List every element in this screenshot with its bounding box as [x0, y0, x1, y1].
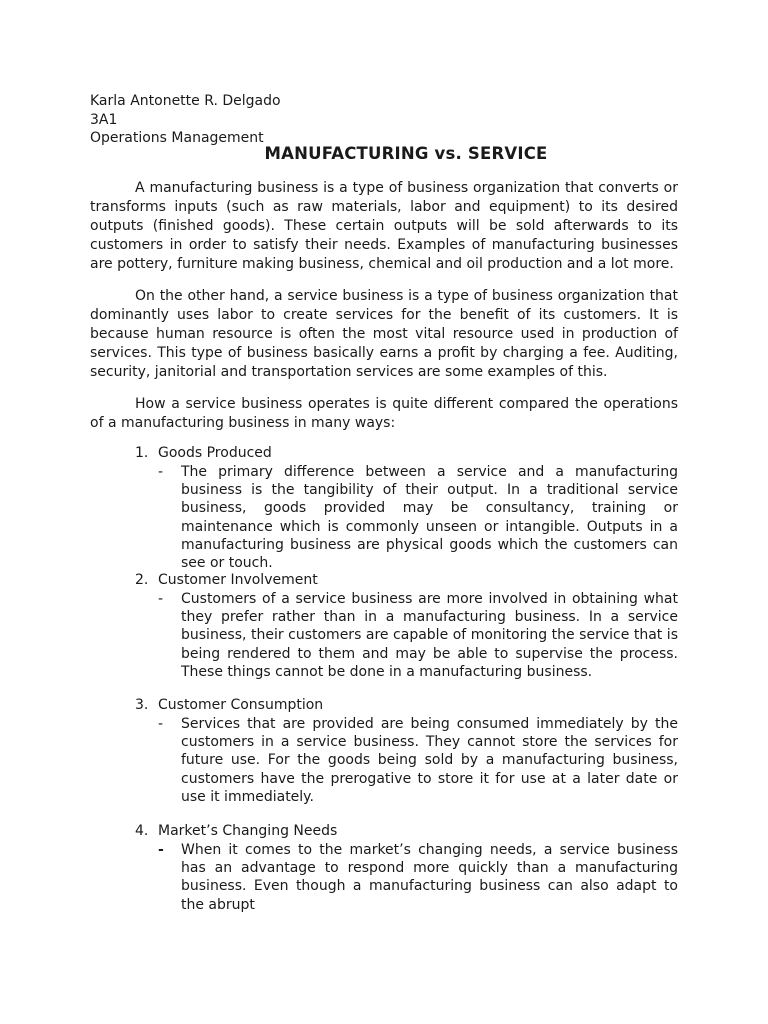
author-name: Karla Antonette R. Delgado [90, 93, 281, 109]
list-number: 3. [135, 697, 149, 713]
paragraph-manufacturing-definition: A manufacturing business is a type of business organization that converts or transforms inputs (such as raw materials, labor and equipment) to its desired outputs (finished goods). These certain outputs will be sold afterwards to its customers in order to satisfy their needs. Examples of manufacturing businesses are pottery, furniture making business, chemical and oil production and a lot more. [90, 180, 678, 272]
dash-bullet: - [158, 842, 164, 858]
list-body-text: When it comes to the market’s changing needs, a service business has an advantage to respond more quickly than a manufacturing business. Even though a manufacturing business can also adapt to the abrupt [181, 842, 678, 913]
document-header [90, 92, 281, 148]
list-body-text: The primary difference between a service and a manufacturing business is the tangibility of their output. In a traditional service business, goods provided may be consultancy, training or maintenance which is commonly unseen or intangible. Outputs in a manufacturing business are physical goods which the customers can see or touch. [181, 464, 678, 572]
list-item-goods-produced [90, 444, 678, 572]
document-title: MANUFACTURING vs. SERVICE [264, 144, 548, 163]
list-heading-text: Customer Consumption [158, 697, 324, 713]
dash-bullet: - [158, 591, 164, 607]
list-body [90, 463, 678, 572]
list-number: 4. [135, 823, 149, 839]
list-heading-text: Goods Produced [158, 445, 272, 461]
list-body [90, 715, 678, 806]
list-item-markets-changing-needs [90, 822, 678, 914]
dash-bullet: - [158, 716, 164, 732]
dash-bullet: - [158, 464, 164, 480]
list-body [90, 841, 678, 914]
list-item-customer-involvement [90, 571, 678, 681]
paragraph-list-intro: How a service business operates is quite different compared the operations of a manufacturing business in many ways: [90, 396, 678, 431]
list-body [90, 590, 678, 681]
list-body-text: Services that are provided are being consumed immediately by the customers in a service business. They cannot store the services for future use. For the goods being sold by a manufacturing business, customers have the prerogative to store it for use at a later date or use it immediately. [181, 716, 678, 805]
paragraph-service-definition: On the other hand, a service business is a type of business organization that dominantly uses labor to create services for the benefit of its customers. It is because human resource is often the most vital resource used in production of services. This type of business basically earns a profit by charging a fee. Auditing, security, janitorial and transportation services are some examples of this. [90, 288, 678, 380]
course-name: Operations Management [90, 130, 264, 146]
section-code: 3A1 [90, 111, 118, 128]
list-heading-text: Market’s Changing Needs [158, 823, 338, 839]
list-body-text: Customers of a service business are more involved in obtaining what they prefer rather than in a manufacturing business. In a service business, their customers are capable of monitoring the service that is being rendered to them and may be able to supervise the process. These things cannot be done in a manufacturing business. [181, 591, 678, 680]
list-number: 2. [135, 572, 149, 588]
list-heading-text: Customer Involvement [158, 572, 318, 588]
list-number: 1. [135, 445, 149, 461]
list-item-customer-consumption [90, 696, 678, 806]
